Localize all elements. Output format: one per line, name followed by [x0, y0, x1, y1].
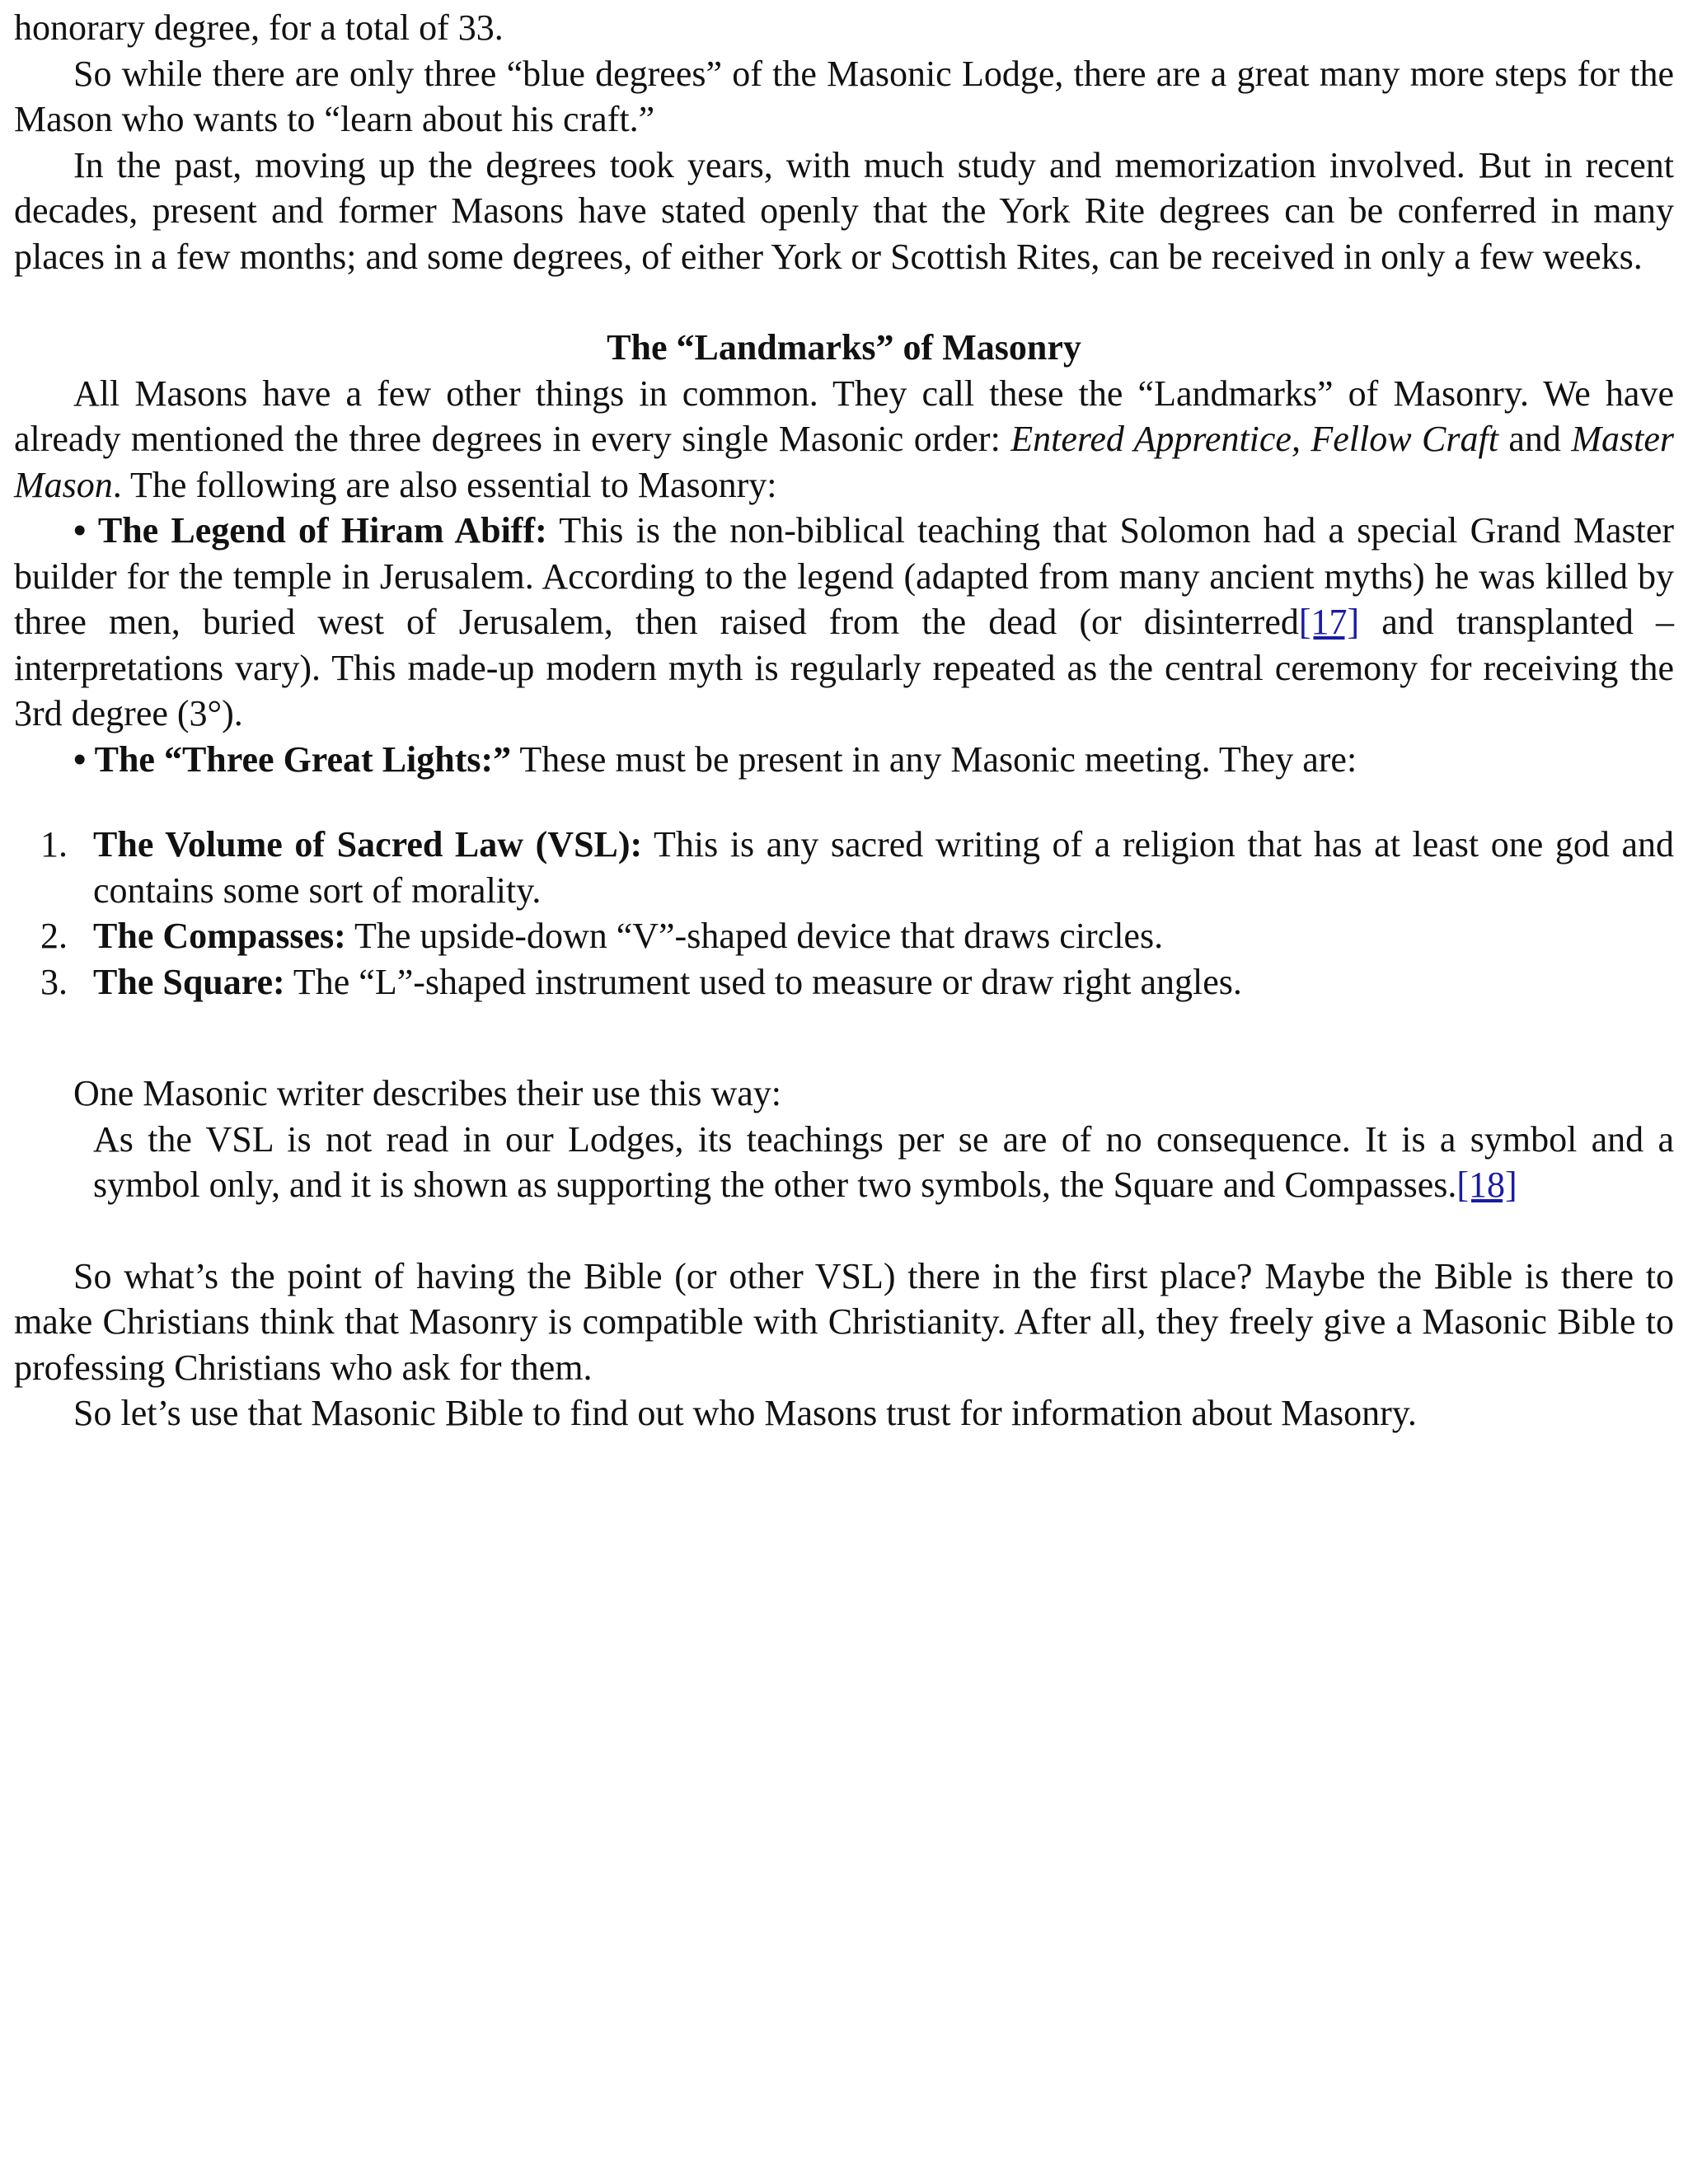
paragraph-intro-end: honorary degree, for a total of 33. [14, 7, 504, 48]
hiram-label: • The Legend of Hiram Abiff: [73, 510, 547, 551]
landmarks-and: and [1498, 419, 1572, 459]
document-page [14, 5, 1674, 1436]
list-item-label: The Volume of Sacred Law (VSL): [93, 824, 643, 865]
three-lights-label: • The “Three Great Lights:” [73, 738, 512, 780]
list-item-label: The Square: [93, 961, 285, 1002]
list-number: 2. [40, 916, 68, 956]
list-item [14, 822, 1674, 913]
great-lights-list [14, 822, 1674, 1005]
paragraph-point: So what’s the point of having the Bible (or other VSL) there in the first place? Maybe the Bible is there to make Christians think that Masonry is compatible with Christianity. After all, they freely give a Masonic Bible to professing Christians who ask for them. [14, 1255, 1674, 1388]
paragraph-past: In the past, moving up the degrees took years, with much study and memorization involved. But in recent decades, present and former Masons have stated openly that the York Rite degrees can be conferred in many places in a few months; and some degrees, of either York or Scottish Rites, can be received in only a few weeks. [14, 144, 1674, 277]
list-item-label: The Compasses: [93, 916, 346, 956]
paragraph-final: So let’s use that Masonic Bible to find out who Masons trust for information about Masonry. [73, 1393, 1417, 1433]
list-item [14, 913, 1674, 959]
paragraph-writer-intro: One Masonic writer describes their use this way: [73, 1073, 781, 1113]
list-number: 1. [40, 824, 68, 865]
list-item-text: The “L”-shaped instrument used to measure or draw right angles. [284, 961, 1242, 1002]
paragraph-blue-degrees: So while there are only three “blue degrees” of the Masonic Lodge, there are a great many more steps for the Mason who wants to “learn about his craft.” [14, 53, 1674, 139]
list-item-text: The upside-down “V”-shaped device that draws circles. [345, 916, 1164, 956]
list-item-text: This is any sacred writing of a religion that has at least one god and contains some sort of morality. [93, 824, 1674, 911]
paragraph-hiram [14, 508, 1674, 737]
quote-text: As the VSL is not read in our Lodges, its teachings per se are of no consequence. It is a symbol and a symbol only, and it is shown as supporting the other two symbols, the Square and Compasses. [93, 1118, 1674, 1205]
landmarks-text-end: . The following are also essential to Masonry: [112, 464, 777, 505]
paragraph-three-lights [14, 737, 1674, 783]
spacer [14, 1208, 1674, 1254]
master-mason-italic: Master Mason [14, 419, 1675, 505]
hiram-text: This is the non-biblical teaching that Solomon had a special Grand Master builder for the temple in Jerusalem. According to the legend (adapted from many ancient myths) he was killed by three men, buried west of Jerusalem, then raised from the dead (or disinterred [14, 510, 1675, 642]
footnote-link-18[interactable]: [18] [1456, 1165, 1517, 1205]
three-lights-text: These must be present in any Masonic meeting. They are: [511, 738, 1357, 780]
block-quote [93, 1117, 1674, 1208]
hiram-text-end: and transplanted – interpretations vary). This made-up modern myth is regularly repeated as the central ceremony for receiving the 3rd degree (3°). [14, 602, 1674, 733]
list-number: 3. [40, 961, 68, 1002]
list-item [14, 959, 1674, 1005]
paragraph-landmarks [14, 371, 1674, 509]
spacer [14, 1005, 1674, 1071]
landmarks-text: All Masons have a few other things in common. They call these the “Landmarks” of Masonry. We have already mentioned the three degrees in every single Masonic order: [14, 373, 1674, 459]
degrees-italic: Entered Apprentice, Fellow Craft [1010, 419, 1498, 459]
section-heading: The “Landmarks” of Masonry [607, 327, 1081, 368]
footnote-link-17[interactable]: [17] [1298, 602, 1360, 642]
spacer [14, 782, 1674, 822]
